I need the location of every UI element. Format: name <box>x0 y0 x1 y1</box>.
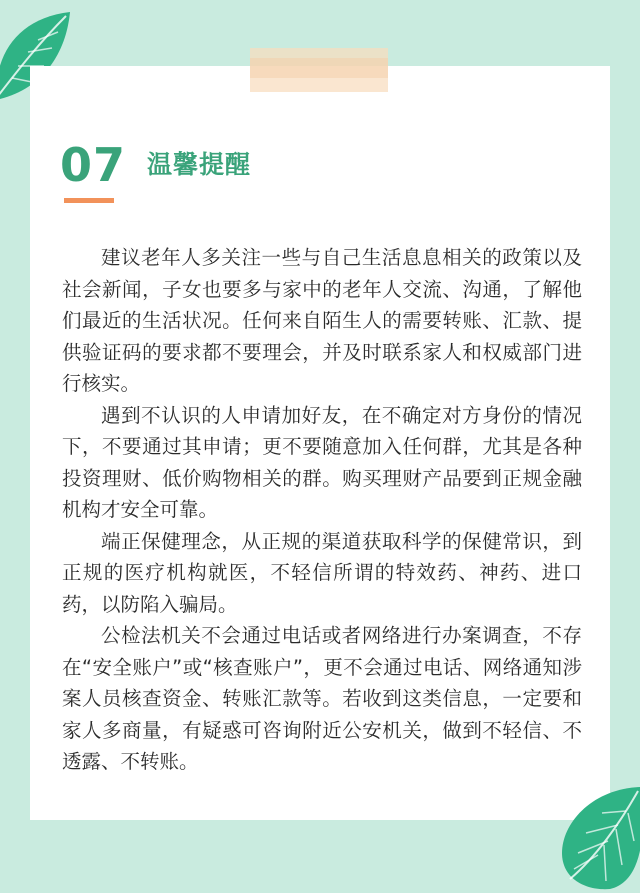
paragraph-4: 公检法机关不会通过电话或者网络进行办案调查，不存在“安全账户”或“核查账户”，更不会通过电话、网络通知涉案人员核查资金、转账汇款等。若收到这类信息，一定要和家人多商量，有疑惑可咨询附近公安机关，做到不轻信、不透露、不转账。 <box>62 624 582 773</box>
body-text <box>62 242 582 778</box>
tape-decoration <box>250 48 388 92</box>
title-underline <box>64 198 114 203</box>
paragraph-1: 建议老年人多关注一些与自己生活息息相关的政策以及社会新闻，子女也要多与家中的老年人交流、沟通，了解他们最近的生活状况。任何来自陌生人的需要转账、汇款、提供验证码的要求都不要理会，并及时联系家人和权威部门进行核实。 <box>62 246 582 395</box>
section-title: 温馨提醒 <box>147 150 252 179</box>
leaf-bottom-right-icon <box>556 783 640 893</box>
paragraph-3: 端正保健理念，从正规的渠道获取科学的保健常识，到正规的医疗机构就医，不轻信所谓的特效药、神药、进口药，以防陷入骗局。 <box>62 529 582 616</box>
paragraph-2: 遇到不认识的人申请加好友，在不确定对方身份的情况下，不要通过其申请；更不要随意加入任何群，尤其是各种投资理财、低价购物相关的群。购买理财产品要到正规金融机构才安全可靠。 <box>62 403 582 521</box>
section-number: 07 <box>60 138 127 192</box>
